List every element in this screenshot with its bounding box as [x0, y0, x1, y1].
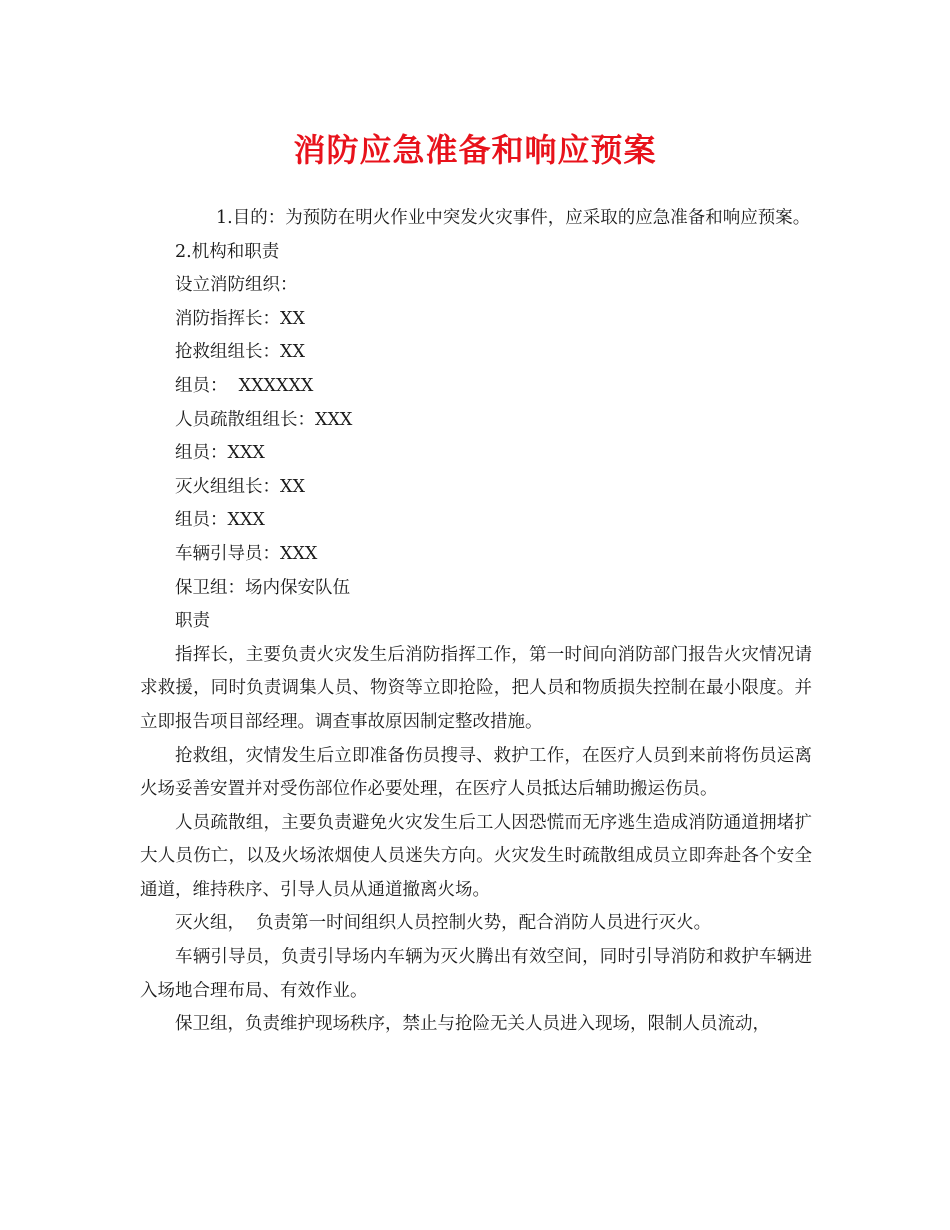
paragraph-duties-heading: 职责 [175, 611, 210, 632]
paragraph-rescue-leader: 抢救组组长：XX [175, 342, 305, 363]
paragraph-commander-duty: 指挥长，主要负责火灾发生后消防指挥工作，第一时间向消防部门报告火灾情况请求救援，同时负责调集人员、物资等立即抢险，把人员和物质损失控制在最小限度。并立即报告项目部经理。调查事故原因制定整改措施。 [140, 644, 812, 732]
paragraph-evac-leader: 人员疏散组组长：XXX [175, 409, 353, 430]
paragraph-evac-members: 组员：XXX [175, 443, 265, 464]
paragraph-fire-leader: 灭火组组长：XX [175, 476, 305, 497]
paragraph-rescue-members: 组员： XXXXXX [175, 375, 314, 396]
paragraph-fire-members: 组员：XXX [175, 510, 265, 531]
paragraph-purpose: 1.目的：为预防在明火作业中突发火灾事件，应采取的应急准备和响应预案。 [216, 208, 811, 228]
paragraph-vehicle-guide: 车辆引导员：XXX [175, 543, 318, 564]
paragraph-evac-duty: 人员疏散组，主要负责避免火灾发生后工人因恐慌而无序逃生造成消防通道拥堵扩大人员伤亡，以及火场浓烟使人员迷失方向。火灾发生时疏散组成员立即奔赴各个安全通道，维持秩序、引导人员从通道撤离火场。 [140, 812, 812, 900]
paragraph-security: 保卫组：场内保安队伍 [175, 577, 350, 598]
document-body [140, 202, 812, 1042]
document-title: 消防应急准备和响应预案 [293, 131, 657, 169]
paragraph-org-heading: 2.机构和职责 [175, 241, 280, 262]
paragraph-security-duty: 保卫组，负责维护现场秩序，禁止与抢险无关人员进入现场，限制人员流动， [175, 1014, 770, 1035]
paragraph-rescue-duty: 抢救组，灾情发生后立即准备伤员搜寻、救护工作，在医疗人员到来前将伤员运离火场妥善安置并对受伤部位作必要处理，在医疗人员抵达后辅助搬运伤员。 [140, 745, 812, 800]
paragraph-fire-duty: 灭火组， 负责第一时间组织人员控制火势，配合消防人员进行灭火。 [175, 913, 712, 934]
paragraph-setup: 设立消防组织： [175, 275, 298, 296]
paragraph-commander: 消防指挥长：XX [175, 308, 305, 329]
paragraph-vehicle-duty: 车辆引导员，负责引导场内车辆为灭火腾出有效空间，同时引导消防和救护车辆进入场地合理布局、有效作业。 [140, 947, 812, 1001]
